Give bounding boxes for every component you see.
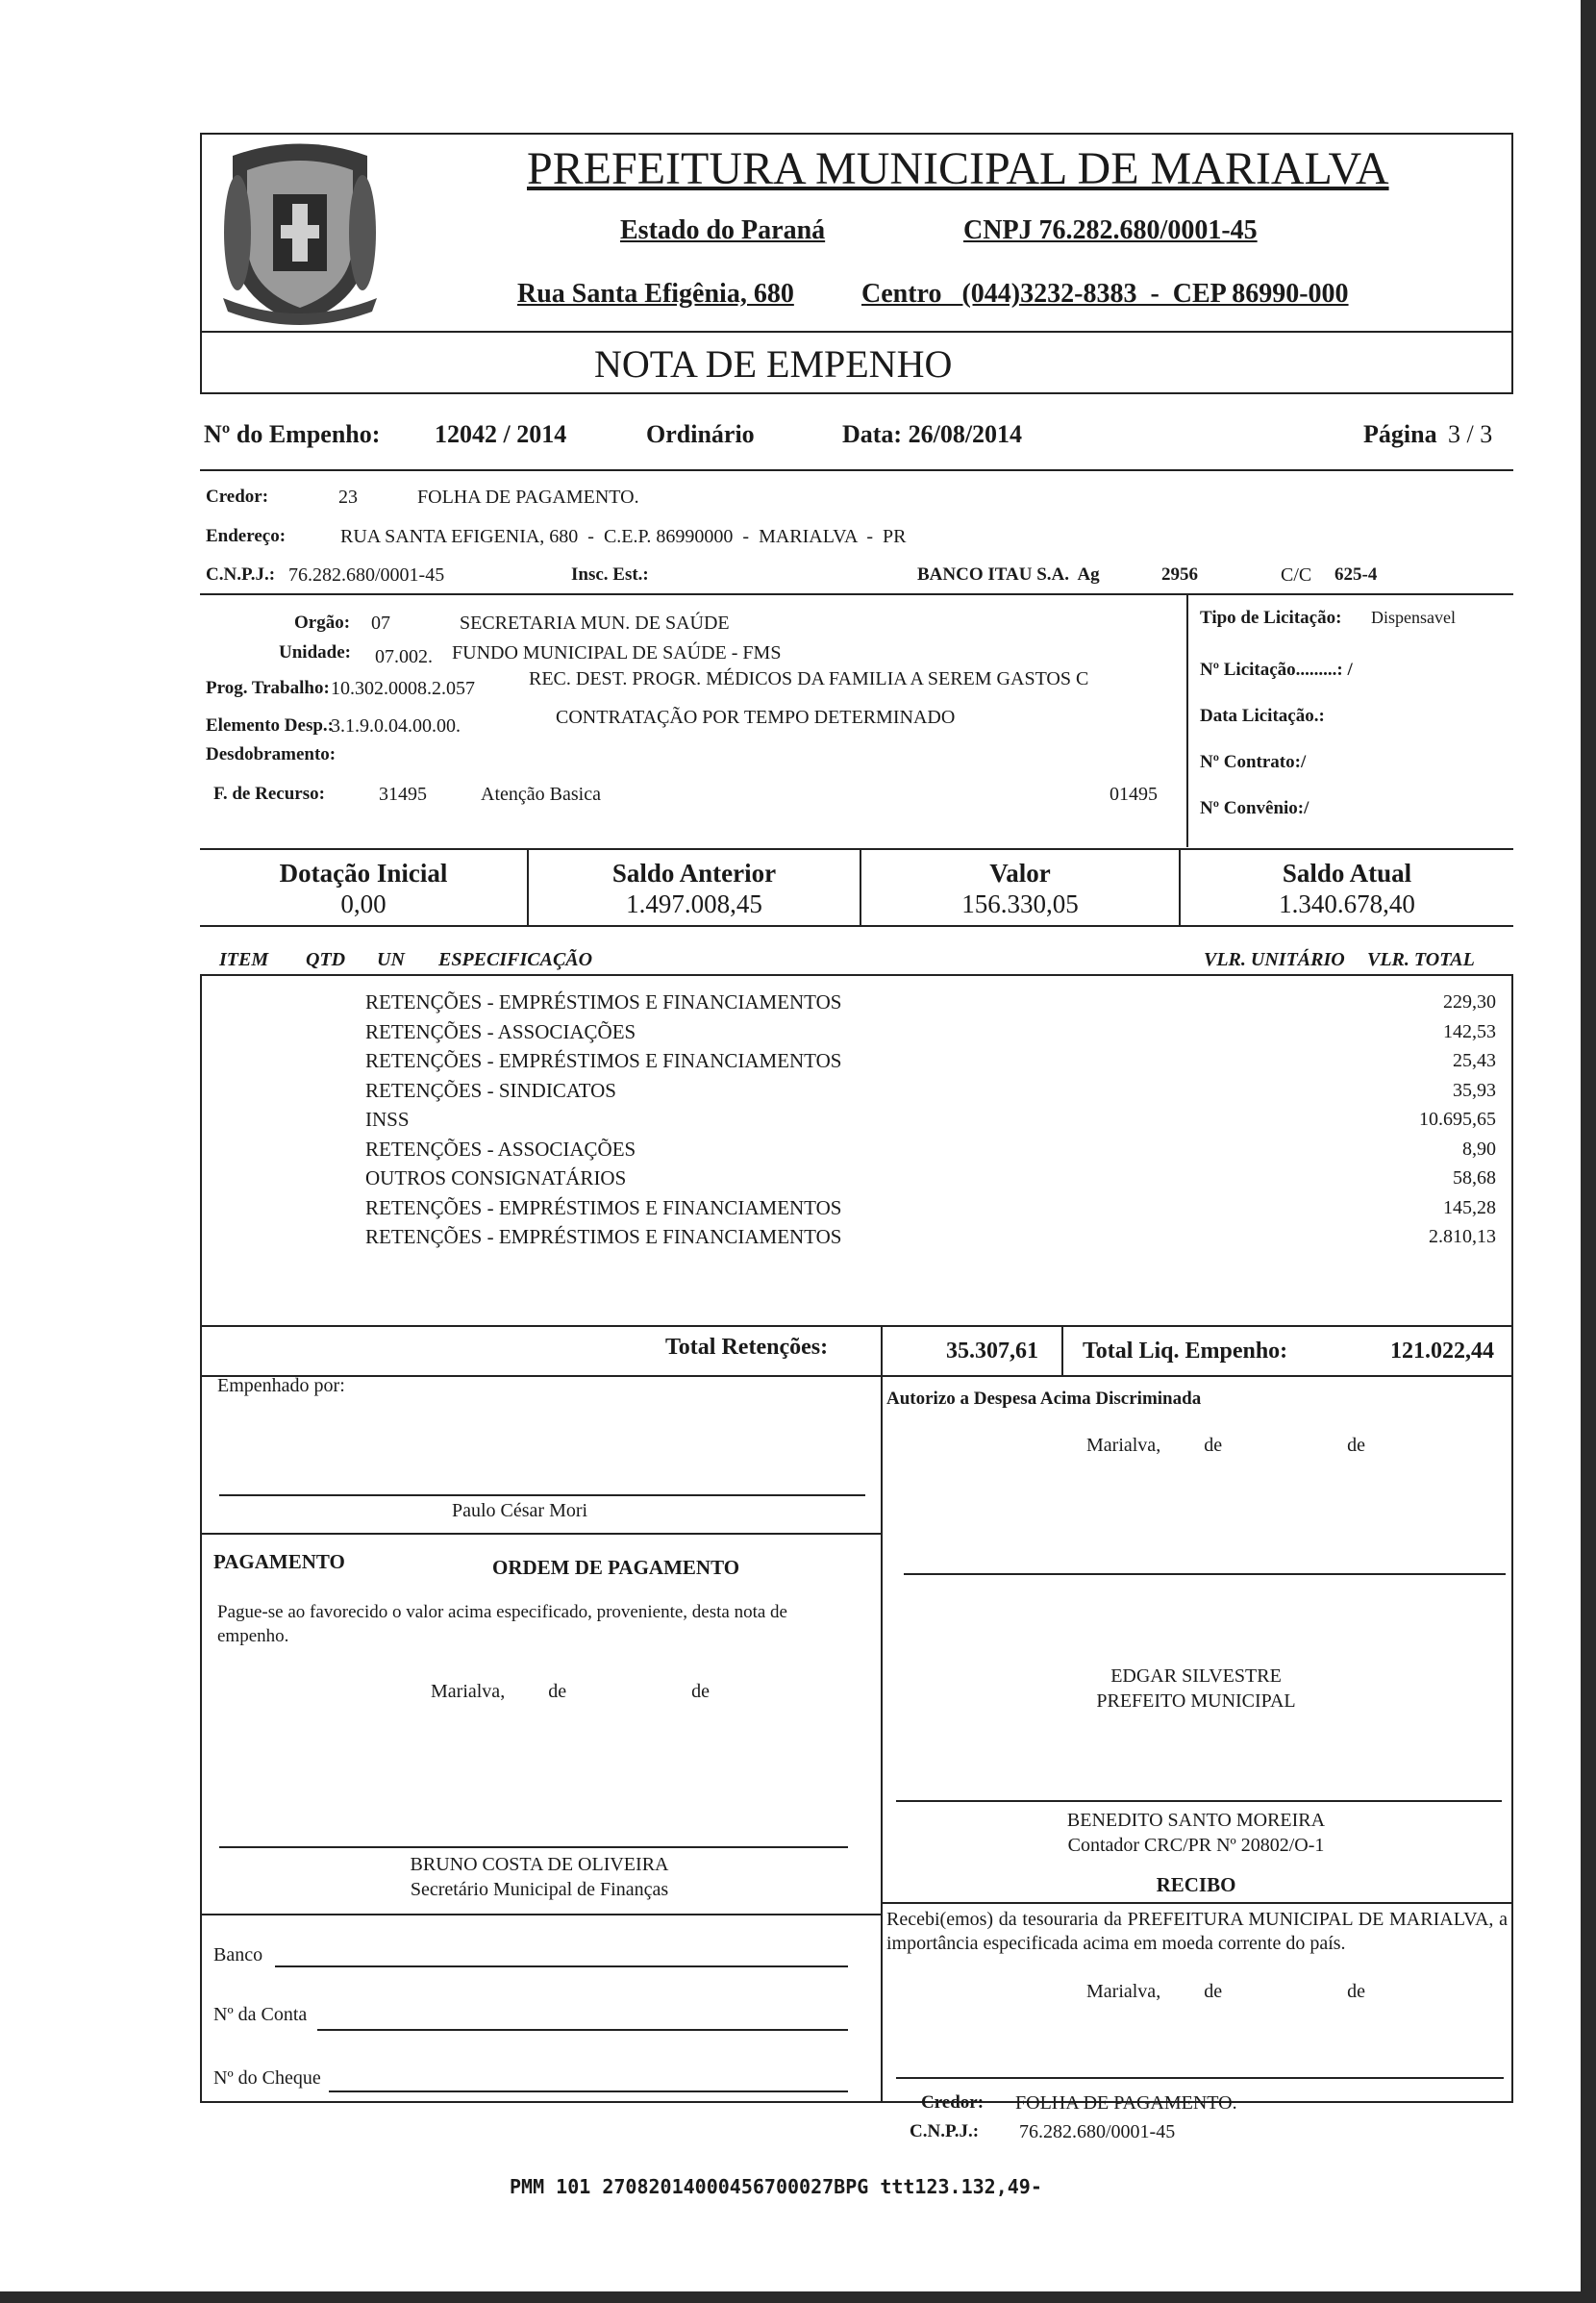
item-description: OUTROS CONSIGNATÁRIOS	[365, 1166, 627, 1189]
recurso-extra-code: 01495	[1110, 784, 1158, 805]
empenho-date: Data: 26/08/2014	[842, 420, 1023, 448]
dotacao-inicial-label: Dotação Inicial	[279, 859, 448, 888]
signature-right-border	[1511, 1325, 1513, 2102]
total-retencoes-label: Total Retenções:	[665, 1335, 829, 1360]
signature-bottom-border	[200, 2101, 1513, 2103]
totals-sep-2	[1061, 1325, 1063, 1375]
col-item: ITEM	[219, 949, 269, 970]
contrato-number: Nº Contrato:/	[1200, 752, 1307, 772]
recibo-divider	[881, 1902, 1513, 1904]
total-retencoes-value: 35.307,61	[946, 1339, 1038, 1364]
unidade-label: Unidade:	[279, 642, 351, 663]
recibo-cnpj-label: C.N.P.J.:	[910, 2121, 980, 2141]
banco-line[interactable]	[275, 1965, 848, 1967]
col-especificacao: ESPECIFICAÇÃO	[438, 949, 593, 970]
bank-name: BANCO ITAU S.A. Ag	[917, 564, 1100, 585]
scan-edge-bottom	[0, 2291, 1596, 2303]
secretario-signature-line	[219, 1846, 848, 1848]
cheque-label: Nº do Cheque	[213, 2067, 321, 2089]
municipal-crest-icon	[204, 137, 396, 329]
insc-est-label: Insc. Est.:	[571, 564, 649, 585]
conta-line[interactable]	[317, 2029, 848, 2031]
col-vlr-total: VLR. TOTAL	[1367, 949, 1475, 970]
item-description: RETENÇÕES - ASSOCIAÇÕES	[365, 1019, 636, 1043]
scan-edge-right	[1581, 0, 1596, 2303]
recibo-text: Recebi(emos) da tesouraria da PREFEITURA MUNICIPAL DE MARIALVA, a importância especificada acima em moeda corrente do país.	[886, 1909, 1508, 1954]
elemento-name: CONTRATAÇÃO POR TEMPO DETERMINADO	[556, 707, 956, 728]
contador-title: Contador CRC/PR Nº 20802/O-1	[1067, 1835, 1325, 1856]
col-un: UN	[377, 949, 405, 970]
header-contact: Centro (044)3232-8383 - CEP 86990-000	[861, 279, 1349, 309]
item-description: RETENÇÕES - ASSOCIAÇÕES	[365, 1137, 636, 1161]
licitacao-number: Nº Licitação.........: /	[1200, 660, 1353, 680]
contador-name: BENEDITO SANTO MOREIRA	[1066, 1810, 1326, 1831]
saldo-atual-label: Saldo Atual	[1282, 859, 1412, 888]
desdobramento-label: Desdobramento:	[206, 744, 337, 764]
credor-label: Credor:	[206, 487, 269, 507]
meta-divider	[200, 469, 1513, 471]
page-label: Página	[1363, 420, 1437, 448]
col-vlr-unitario: VLR. UNITÁRIO	[1204, 949, 1345, 970]
licitacao-date: Data Licitação.:	[1200, 706, 1325, 726]
total-liq-label: Total Liq. Empenho:	[1083, 1339, 1288, 1364]
licitacao-divider	[1186, 593, 1188, 847]
unidade-name: FUNDO MUNICIPAL DE SAÚDE - FMS	[452, 642, 782, 663]
recurso-code: 31495	[379, 784, 427, 805]
items-right-border	[1511, 974, 1513, 1325]
empenhado-signer: Paulo César Mori	[452, 1500, 588, 1521]
autorizo-text: Autorizo a Despesa Acima Discriminada	[886, 1389, 1202, 1409]
saldo-anterior-label: Saldo Anterior	[611, 859, 777, 888]
header-cnpj: CNPJ 76.282.680/0001-45	[963, 215, 1258, 245]
empenhado-por-label: Empenhado por:	[217, 1375, 345, 1396]
signature-middle-border	[881, 1375, 883, 2101]
prefeito-signature-line	[904, 1573, 1506, 1575]
recibo-signature-line	[896, 2077, 1504, 2079]
banco-label: Banco	[213, 1944, 263, 1965]
items-total-list	[1346, 988, 1496, 1252]
pagamento-label: PAGAMENTO	[213, 1550, 345, 1573]
bank-section-top-border	[200, 1914, 883, 1915]
cheque-line[interactable]	[329, 2090, 848, 2092]
total-liq-value: 121.022,44	[1390, 1339, 1494, 1364]
pagamento-top-border	[200, 1533, 883, 1535]
recurso-label: F. de Recurso:	[213, 784, 325, 804]
balance-bottom-border	[200, 925, 1513, 927]
totals-bottom-border	[200, 1375, 1513, 1377]
endereco-label: Endereço:	[206, 526, 287, 546]
orgao-code: 07	[371, 613, 390, 634]
tipo-licitacao-label: Tipo de Licitação:	[1200, 608, 1342, 628]
creditor-divider	[200, 593, 1513, 595]
item-description: RETENÇÕES - EMPRÉSTIMOS E FINANCIAMENTOS	[365, 1195, 842, 1219]
item-total: 229,30	[1443, 991, 1496, 1013]
convenio-number: Nº Convênio:/	[1200, 798, 1309, 818]
header-divider	[200, 331, 1513, 333]
item-total: 25,43	[1453, 1050, 1496, 1071]
item-description: RETENÇÕES - EMPRÉSTIMOS E FINANCIAMENTOS	[365, 990, 842, 1014]
item-total: 145,28	[1443, 1196, 1496, 1218]
item-description: RETENÇÕES - SINDICATOS	[365, 1078, 616, 1102]
cc-value: 625-4	[1334, 564, 1378, 585]
signature-left-border	[200, 1325, 202, 2102]
recurso-name: Atenção Basica	[481, 784, 601, 805]
prog-trabalho-label: Prog. Trabalho:	[206, 678, 330, 698]
recibo-title: RECIBO	[1156, 1873, 1236, 1896]
item-total: 58,68	[1453, 1167, 1496, 1189]
recibo-credor-value: FOLHA DE PAGAMENTO.	[1015, 2092, 1237, 2114]
empenho-type: Ordinário	[646, 420, 755, 448]
contador-signature-line	[896, 1800, 1502, 1802]
footer-validation-code: PMM 101 27082014000456700027BPG ttt123.132,49-	[510, 2175, 1042, 2198]
elemento-label: Elemento Desp.:	[206, 715, 334, 736]
items-header-divider	[200, 974, 1513, 976]
dotacao-inicial-value: 0,00	[340, 889, 387, 918]
totals-top-border	[200, 1325, 1513, 1327]
pague-se-text: Pague-se ao favorecido o valor acima especificado, proveniente, desta nota de empenho.	[217, 1602, 787, 1646]
item-total: 35,93	[1453, 1079, 1496, 1101]
item-total: 10.695,65	[1419, 1109, 1496, 1130]
autorizo-date-line: Marialva, de de	[1086, 1435, 1365, 1456]
item-total: 2.810,13	[1429, 1226, 1496, 1247]
items-description-list	[365, 988, 942, 1252]
pagamento-date-line: Marialva, de de	[431, 1681, 710, 1702]
cnpj-label: C.N.P.J.:	[206, 564, 276, 585]
prog-trabalho-name: REC. DEST. PROGR. MÉDICOS DA FAMILIA A SEREM GASTOS C	[529, 668, 1089, 689]
prefeito-name: EDGAR SILVESTRE	[1110, 1665, 1282, 1687]
recibo-credor-label: Credor:	[921, 2092, 985, 2113]
item-total: 142,53	[1443, 1020, 1496, 1042]
endereco-value: RUA SANTA EFIGENIA, 680 - C.E.P. 86990000 - MARIALVA - PR	[340, 526, 907, 547]
prefeitura-title: PREFEITURA MUNICIPAL DE MARIALVA	[527, 143, 1389, 194]
valor-value: 156.330,05	[961, 889, 1079, 918]
orgao-label: Orgão:	[294, 613, 351, 633]
prefeito-title: PREFEITO MUNICIPAL	[1096, 1690, 1296, 1712]
valor-label: Valor	[989, 859, 1051, 888]
unidade-code: 07.002.	[375, 646, 433, 667]
totals-sep-1	[881, 1325, 883, 1375]
tipo-licitacao-value: Dispensavel	[1371, 608, 1456, 627]
cc-label: C/C	[1281, 564, 1312, 586]
state-name: Estado do Paraná	[620, 215, 826, 245]
credor-name: FOLHA DE PAGAMENTO.	[417, 487, 639, 508]
items-left-border	[200, 974, 202, 1325]
col-qtd: QTD	[306, 949, 346, 970]
page-number: 3 / 3	[1448, 420, 1493, 448]
header-street: Rua Santa Efigênia, 680	[517, 279, 794, 309]
ordem-pagamento-label: ORDEM DE PAGAMENTO	[492, 1556, 740, 1579]
secretario-title: Secretário Municipal de Finanças	[410, 1879, 669, 1900]
balance-top-border	[200, 848, 1513, 850]
item-total: 8,90	[1462, 1138, 1496, 1160]
orgao-name: SECRETARIA MUN. DE SAÚDE	[460, 613, 730, 634]
empenho-label: Nº do Empenho:	[204, 420, 381, 448]
elemento-code: 3.1.9.0.04.00.00.	[331, 715, 461, 737]
empenhado-signature-line	[219, 1494, 865, 1496]
prog-trabalho-code: 10.302.0008.2.057	[331, 678, 475, 699]
bank-agency: 2956	[1161, 564, 1198, 585]
conta-label: Nº da Conta	[213, 2004, 308, 2025]
recibo-cnpj-value: 76.282.680/0001-45	[1019, 2121, 1176, 2142]
document-title: NOTA DE EMPENHO	[594, 342, 953, 386]
item-description: RETENÇÕES - EMPRÉSTIMOS E FINANCIAMENTOS	[365, 1225, 842, 1248]
item-description: INSS	[365, 1108, 410, 1131]
empenho-number: 12042 / 2014	[435, 420, 567, 448]
credor-code: 23	[338, 487, 358, 508]
saldo-anterior-value: 1.497.008,45	[626, 889, 762, 918]
cnpj-value: 76.282.680/0001-45	[288, 564, 445, 586]
item-description: RETENÇÕES - EMPRÉSTIMOS E FINANCIAMENTOS	[365, 1049, 842, 1072]
secretario-name: BRUNO COSTA DE OLIVEIRA	[410, 1854, 669, 1875]
saldo-atual-value: 1.340.678,40	[1279, 889, 1415, 918]
recibo-date-line: Marialva, de de	[1086, 1981, 1365, 2002]
